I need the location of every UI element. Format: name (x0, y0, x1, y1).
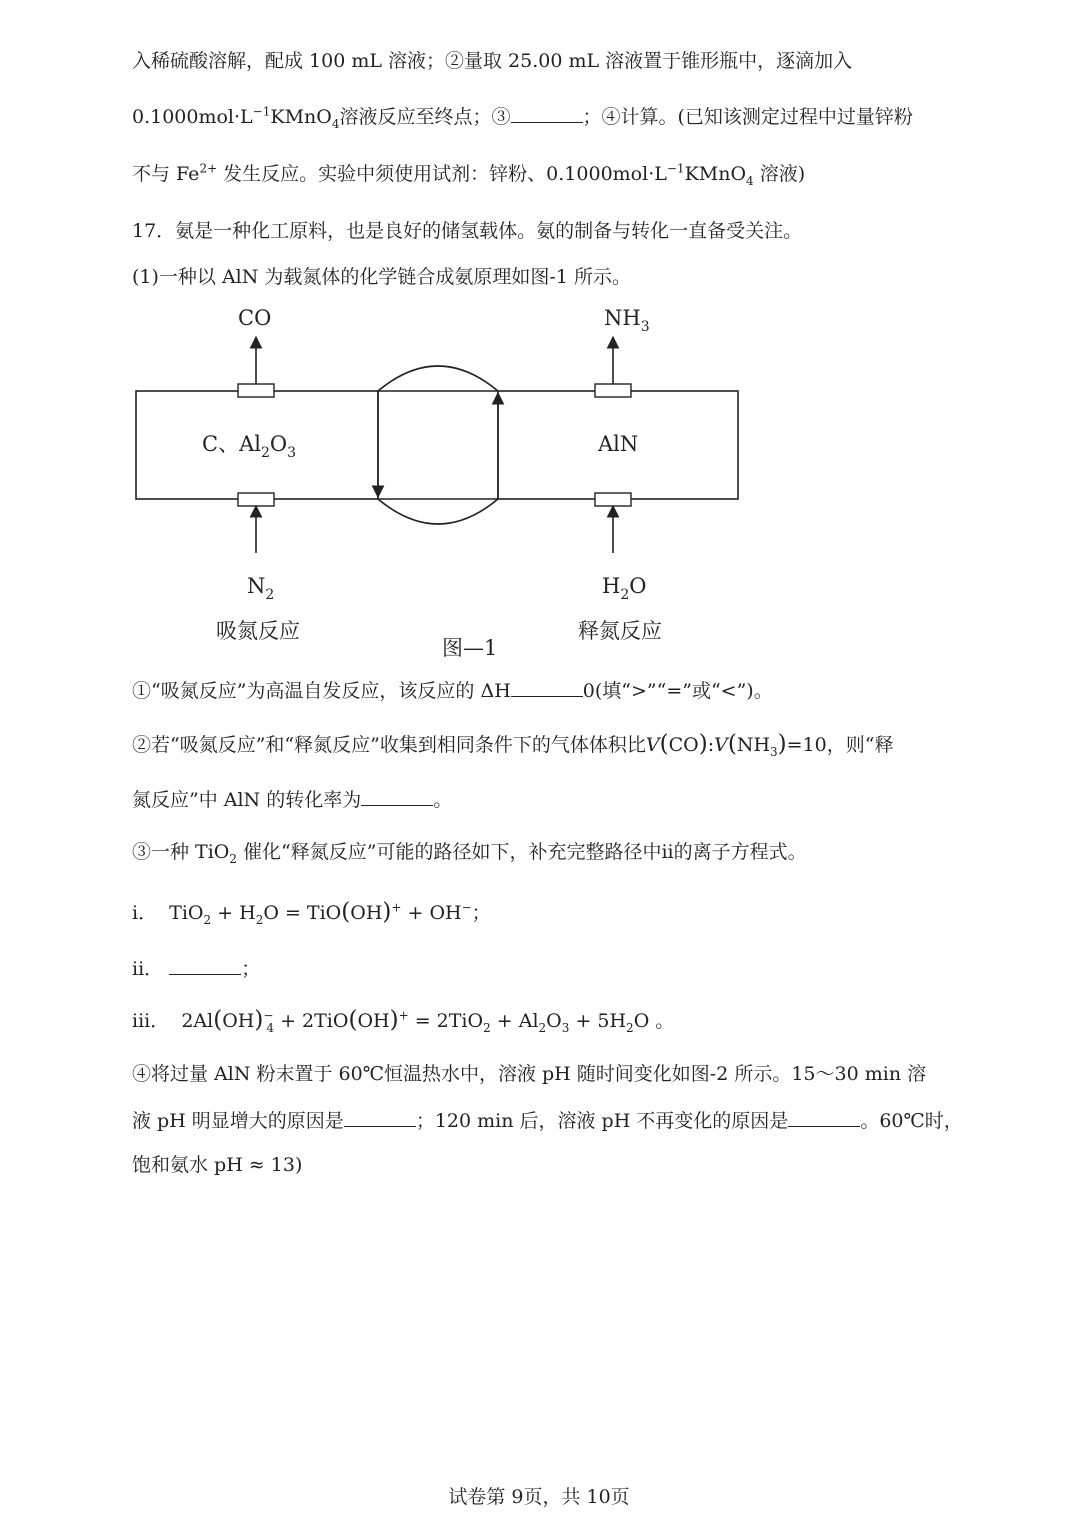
sub-question-4-line-1: ④将过量 AlN 粉末置于 60℃恒温热水中，溶液 pH 随时间变化如图-2 所示。15～30 min 溶 (132, 1063, 927, 1085)
sub-question-4-line-2: 液 pH 明显增大的原因是 ；120 min 后，溶液 pH 不再变化的原因是 。60℃时， (132, 1106, 963, 1135)
figure-label: 图—1 (442, 636, 498, 660)
cycle-arc-top (378, 366, 498, 391)
pathway-step-i: i． $TiO_2 + H_2O = TiO(OH)^+ + OH^-$； (132, 899, 491, 927)
figure-1-diagram (120, 295, 760, 665)
right-reactant-label: AlN (598, 432, 639, 456)
para-line-2: $0.1000mol\cdot L^{-1}KMnO_4$溶液反应至终点；③ ；④计算。(已知该测定过程中过量锌粉 (132, 102, 913, 131)
left-reactant-label: C、$Al_2O_3$ (202, 432, 297, 461)
h2o-port (595, 493, 631, 506)
sub-question-2-line-1: ②若“吸氮反应”和“释氮反应”收集到相同条件下的气体体积比$V(CO):V(NH_3)=10$，则“释 (132, 731, 894, 759)
sub-question-2-line-2: 氮反应”中 AlN 的转化率为 。 (132, 785, 452, 814)
pathway-step-ii: ii． ； (132, 954, 260, 983)
nh3-port (595, 384, 631, 397)
n2-port (238, 493, 274, 506)
answer-blank-dh[interactable] (511, 676, 583, 697)
para-line-3: 不与 $Fe^{2+}$ 发生反应。实验中须使用试剂：锌粉、$0.1000mol\cdot L^{-1}KMnO_4$ 溶液) (132, 161, 806, 188)
absorption-caption: 吸氮反应 (216, 619, 300, 643)
pathway-step-iii: iii． $2Al(OH)^-_4 + 2TiO(OH)^+ = 2TiO_2 + Al_2O_3 + 5H_2O$ 。 (132, 1007, 675, 1035)
co-port (238, 384, 274, 397)
answer-blank-step-ii[interactable] (169, 954, 241, 975)
answer-blank-ph-stable[interactable] (788, 1106, 860, 1127)
answer-blank-ph-increase[interactable] (344, 1106, 416, 1127)
release-caption: 释氮反应 (578, 619, 662, 643)
question-17-header: 17．氨是一种化工原料，也是良好的储氢载体。氨的制备与转化一直备受关注。 (132, 220, 803, 242)
answer-blank-conversion[interactable] (361, 785, 433, 806)
para-line-1: 入稀硫酸溶解，配成 100 mL 溶液；②量取 25.00 mL 溶液置于锥形瓶中，逐滴加入 (132, 50, 853, 72)
answer-blank-3[interactable] (511, 102, 583, 123)
sub-question-3: ③一种 TiO$_2$ 催化“释氮反应”可能的路径如下，补充完整路径中ii的离子方程式。 (132, 841, 807, 866)
co-label: CO (238, 306, 272, 330)
page-footer: 试卷第 9页，共 10页 (448, 1486, 630, 1508)
sub-question-4-line-3: 饱和氨水 pH ≈ 13) (132, 1154, 303, 1176)
h2o-label: $H_2O$ (602, 574, 647, 603)
nh3-label: $NH_3$ (604, 306, 650, 335)
sub-question-1: ①“吸氮反应”为高温自发反应，该反应的 ΔH 0(填“>”“=”或“<”)。 (132, 676, 773, 705)
question-17-part-1: (1)一种以 AlN 为载氮体的化学链合成氨原理如图-1 所示。 (132, 266, 631, 288)
cycle-arc-bottom (378, 499, 498, 524)
n2-label: $N_2$ (247, 574, 275, 603)
